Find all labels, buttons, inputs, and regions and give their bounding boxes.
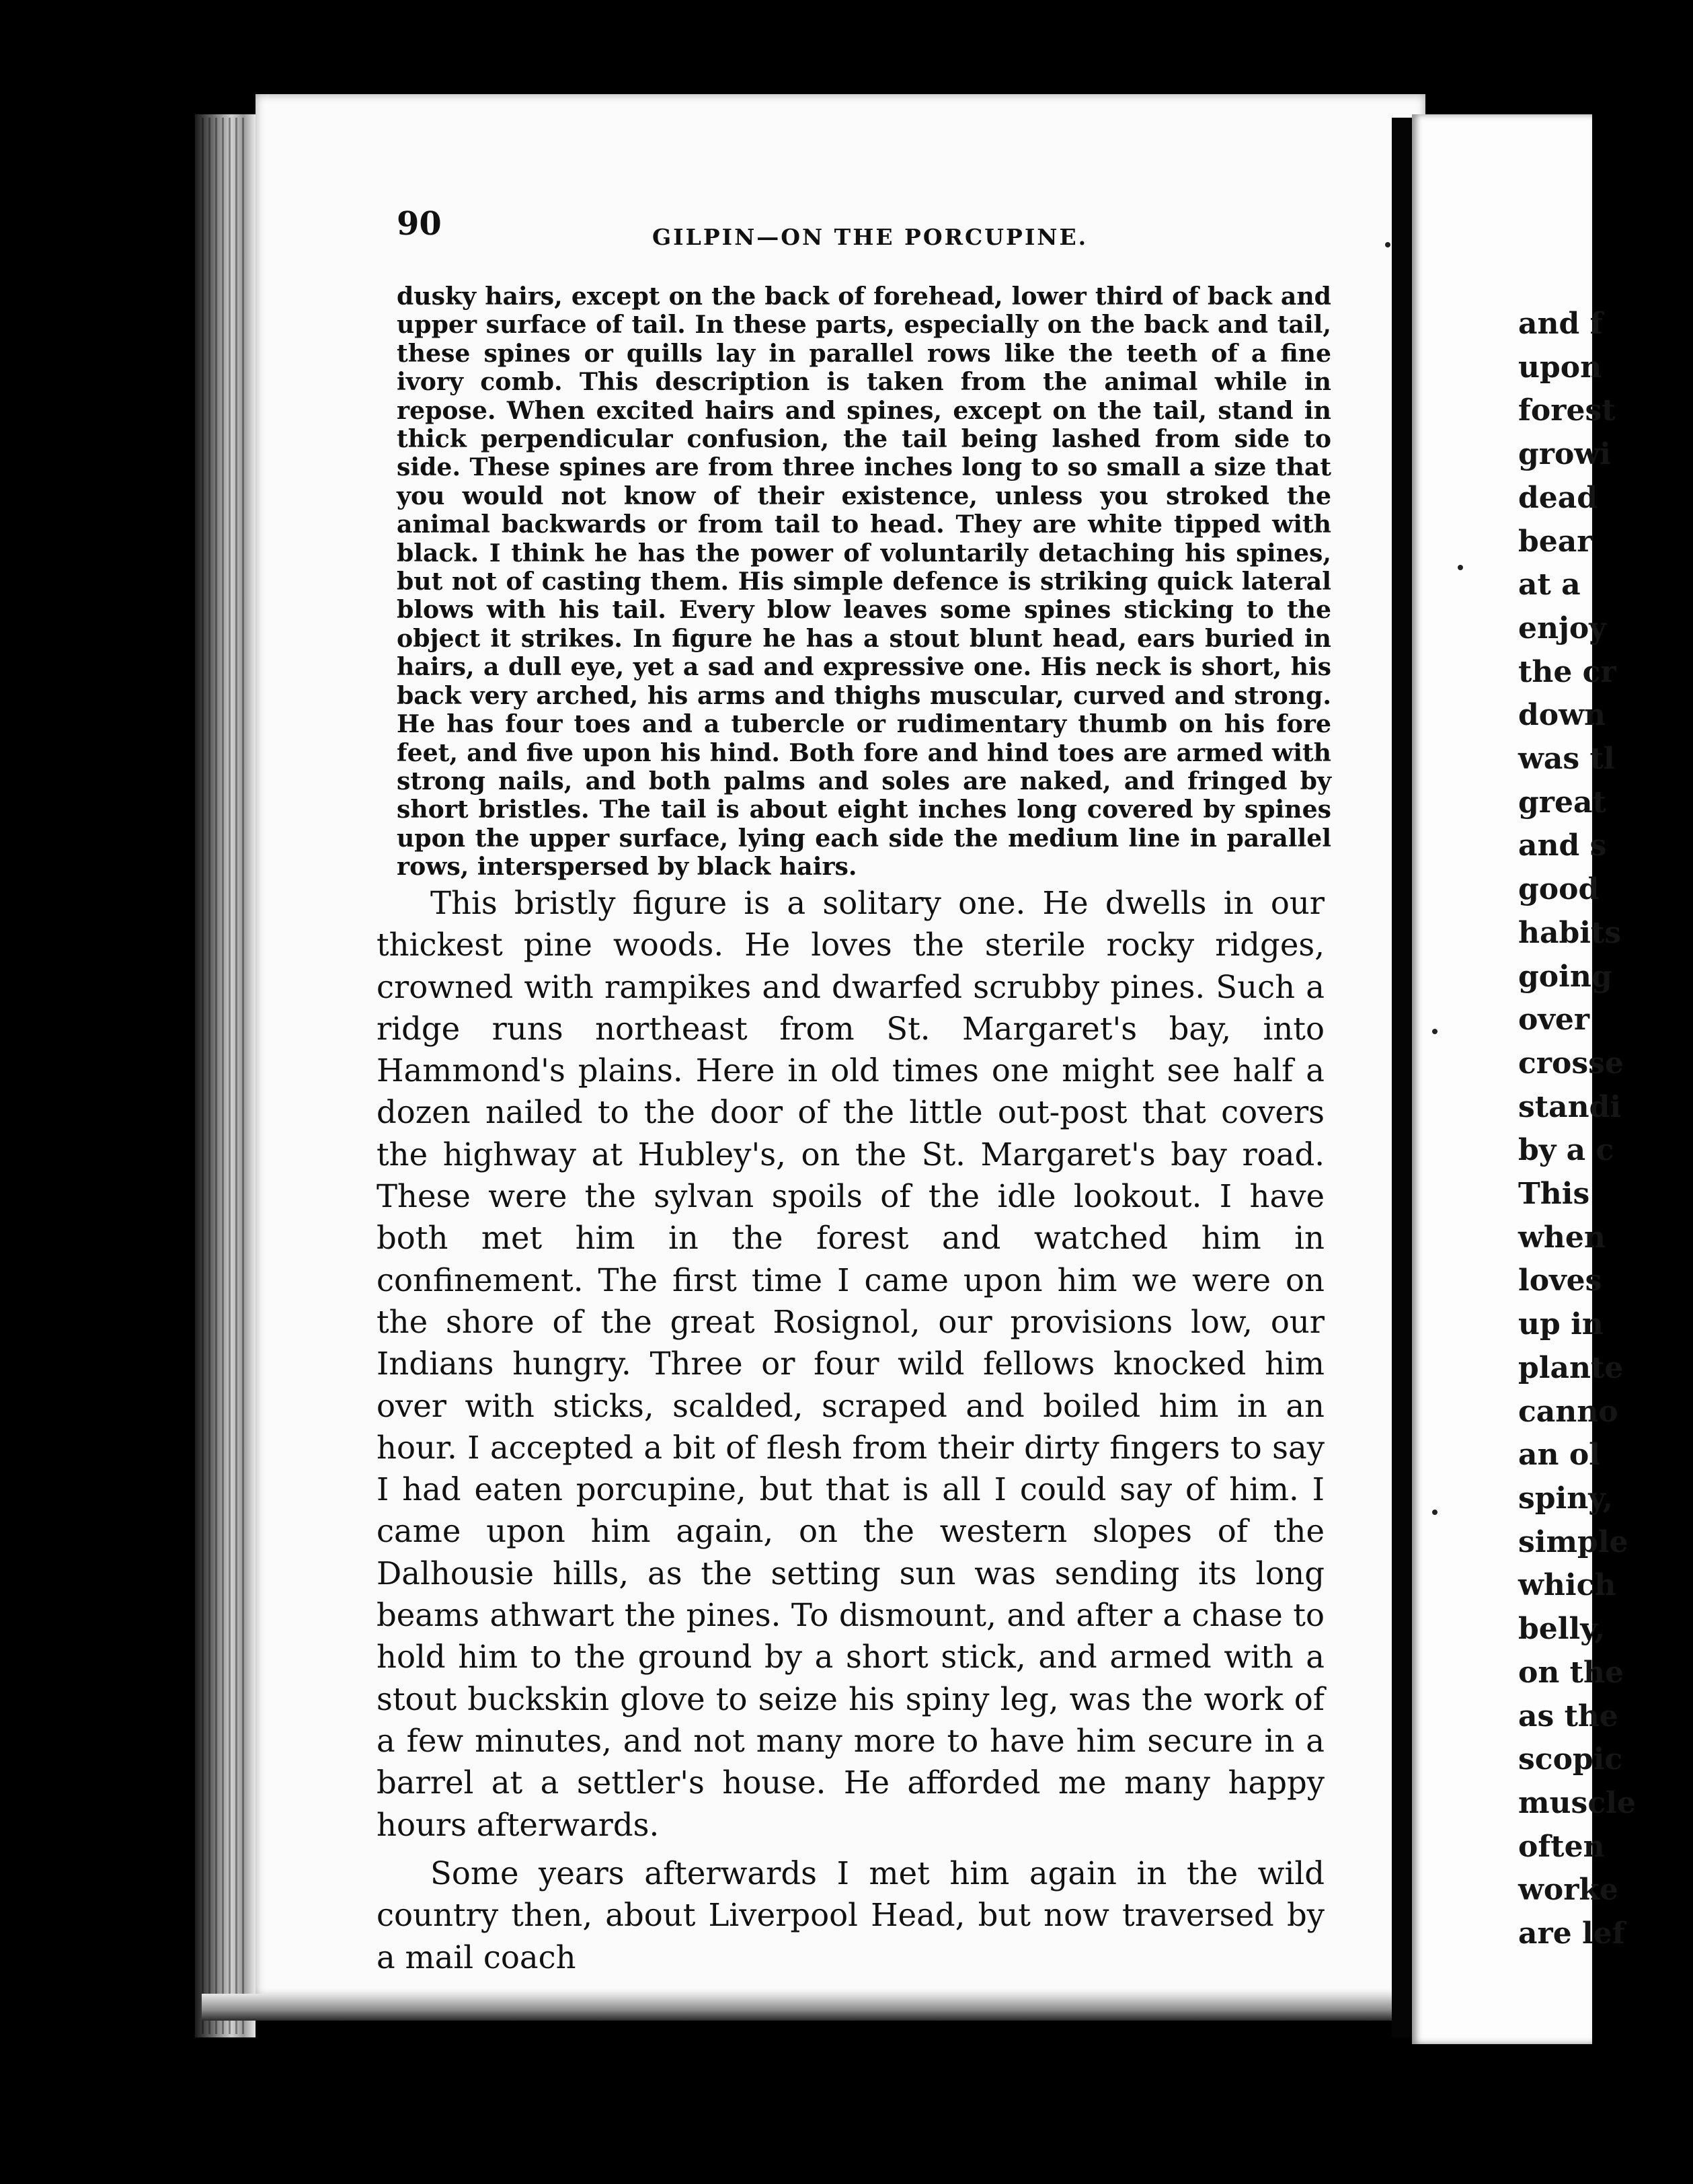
paragraph-2-text: Some years afterwards I met him again in the wild country then, about Liverpool Head, but now traversed by a mail coach — [377, 1855, 1325, 1976]
right-page-line: enjoy — [1518, 611, 1606, 646]
ink-speck — [1458, 565, 1463, 570]
right-page-line: crosse — [1518, 1046, 1624, 1081]
right-page-line: good — [1518, 872, 1600, 907]
right-page-line: habits — [1518, 915, 1622, 950]
main-paragraph-1 — [377, 882, 1325, 1846]
right-page-line: forest — [1518, 393, 1616, 428]
right-page-line: bear — [1518, 524, 1593, 559]
right-page-line: up in — [1518, 1307, 1604, 1342]
right-page-line: canno — [1518, 1394, 1618, 1429]
right-page-line: over — [1518, 1003, 1590, 1038]
right-page-line: are lef — [1518, 1916, 1625, 1951]
right-page-line: loves — [1518, 1263, 1602, 1298]
right-page-line: standi — [1518, 1089, 1622, 1124]
right-page-line: which — [1518, 1568, 1616, 1603]
right-page-line: at a — [1518, 568, 1581, 602]
right-page-line: scopic — [1518, 1742, 1623, 1777]
ink-speck — [1432, 1510, 1438, 1515]
ink-speck — [1432, 1029, 1438, 1034]
right-page-line: This — [1518, 1177, 1590, 1212]
right-page-line: dead — [1518, 480, 1598, 515]
page-stack-bottom-edge — [202, 1994, 1425, 2021]
right-page-line: and f — [1518, 307, 1603, 341]
binding-page-edges — [202, 118, 249, 2034]
right-page-line: upon — [1518, 350, 1602, 385]
small-print-paragraph — [397, 282, 1331, 882]
right-page-line: was tl — [1518, 742, 1615, 777]
right-page-line: an ol — [1518, 1438, 1600, 1473]
running-head: GILPIN—ON THE PORCUPINE. — [652, 224, 1089, 250]
right-page-line: as the — [1518, 1699, 1618, 1733]
right-page-line: down — [1518, 698, 1606, 733]
page-number: 90 — [397, 205, 442, 243]
right-page-text — [1518, 303, 1693, 1956]
small-print-text: dusky hairs, except on the back of forehead, lower third of back and upper surface of tail. In these parts, especially on the back and tail, these spines or quills lay in parallel rows like the teeth of a fine ivory comb. This description is taken from the animal while in repose. When excited hairs and spines, except on the tail, stand in thick perpendicular confusion, the tail being lashed from side to side. These spines are from three inches long to so small a size that you would not know of their existence, unless you stroked the animal backwards or from tail to head. They are white tipped with black. I think he has the power of voluntarily detaching his spines, but not of casting them. His simple defence is striking quick lateral blows with his tail. Every blow leaves some spines sticking to the object it strikes. In figure he has a stout blunt head, ears buried in hairs, a dull eye, yet a sad and expressive one. His neck is short, his back very arched, his arms and thighs muscular, curved and strong. He has four toes and a tubercle or rudimentary thumb on his fore feet, and five upon his hind. Both fore and hind toes are armed with strong nails, and both palms and soles are naked, and fringed by short bristles. The tail is about eight inches long covered by spines upon the upper surface, lying each side the medium line in parallel rows, interspersed by black hairs. — [397, 282, 1331, 882]
right-page-line: often — [1518, 1829, 1605, 1864]
right-page-line: plante — [1518, 1350, 1624, 1385]
right-page-line: on the — [1518, 1655, 1624, 1690]
right-page-line: great — [1518, 785, 1606, 820]
right-page-line: worke — [1518, 1873, 1618, 1908]
right-page-line: and s — [1518, 828, 1607, 863]
right-page-line: simple — [1518, 1524, 1628, 1559]
right-page-line: by a c — [1518, 1133, 1614, 1168]
right-page-line: the cr — [1518, 654, 1616, 689]
right-page-line: spiny, — [1518, 1481, 1613, 1516]
right-page-line: belly, — [1518, 1612, 1605, 1647]
right-page-line: when — [1518, 1220, 1606, 1255]
right-page-line: growi — [1518, 437, 1611, 472]
ink-speck — [1385, 242, 1390, 247]
right-page-line: going — [1518, 959, 1612, 994]
right-page-line: muscle — [1518, 1785, 1636, 1820]
paragraph-1-text: This bristly figure is a solitary one. He dwells in our thickest pine woods. He loves the sterile rocky ridges, crowned with rampikes and dwarfed scrubby pines. Such a ridge runs northeast from St. Margaret's bay, into Hammond's plains. Here in old times one might see half a dozen nailed to the door of the little out-post that covers the highway at Hubley's, on the St. Margaret's bay road. These were the sylvan spoils of the idle lookout. I have both met him in the forest and watched him in confinement. The first time I came upon him we were on the shore of the great Rosignol, our provisions low, our Indians hungry. Three or four wild fellows knocked him over with sticks, scalded, scraped and boiled him in an hour. I accepted a bit of flesh from their dirty fingers to say I had eaten porcupine, but that is all I could say of him. I came upon him again, on the western slopes of the Dalhousie hills, as the setting sun was sending its long beams athwart the pines. To dismount, and after a chase to hold him to the ground by a short stick, and armed with a stout buckskin glove to seize his spiny leg, was the work of a few minutes, and not many more to have him secure in a barrel at a settler's house. He afforded me many happy hours afterwards. — [377, 885, 1325, 1843]
main-paragraph-2 — [377, 1852, 1325, 1978]
book-gutter — [1392, 118, 1412, 2037]
page-header — [397, 205, 1378, 259]
